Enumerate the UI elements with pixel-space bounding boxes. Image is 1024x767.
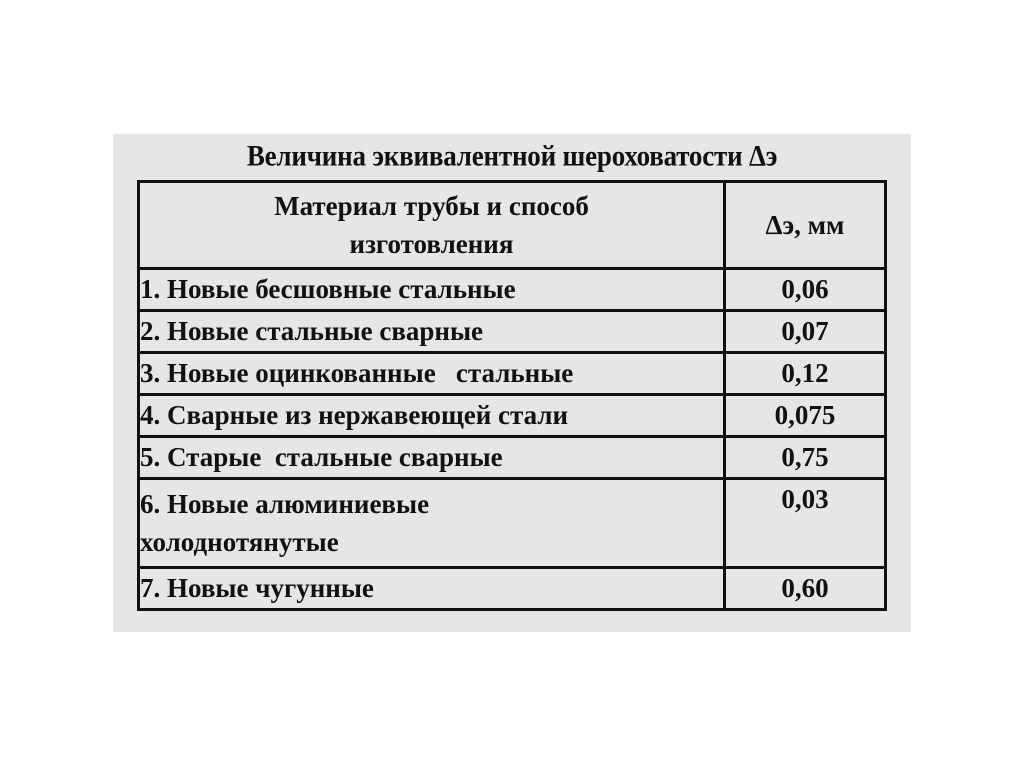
row-material: 4. Сварные из нержавеющей стали: [139, 395, 725, 437]
row-value: 0,60: [725, 568, 886, 610]
table-row: [139, 269, 886, 311]
roughness-table: [137, 180, 887, 611]
row-value: 0,75: [725, 437, 886, 479]
row-value: 0,12: [725, 353, 886, 395]
row-material: 2. Новые стальные сварные: [139, 311, 725, 353]
table-row: [139, 437, 886, 479]
header-value: Δэ, мм: [725, 182, 886, 269]
row-value: 0,03: [725, 479, 886, 568]
row-value: 0,075: [725, 395, 886, 437]
scanned-table-image: [113, 134, 911, 632]
table-row: [139, 568, 886, 610]
row-material: 7. Новые чугунные: [139, 568, 725, 610]
row-material: 5. Старые стальные сварные: [139, 437, 725, 479]
table-row: [139, 395, 886, 437]
row-value: 0,06: [725, 269, 886, 311]
table-row: [139, 479, 886, 568]
table-row: [139, 311, 886, 353]
table-header-row: [139, 182, 886, 269]
row-material: 6. Новые алюминиевые холоднотянутые: [139, 479, 725, 568]
table-row: [139, 353, 886, 395]
row-material: 3. Новые оцинкованные стальные: [139, 353, 725, 395]
table-caption: Величина эквивалентной шероховатости Δэ: [246, 139, 778, 173]
header-material: Материал трубы и способ изготовления: [139, 182, 725, 269]
row-material: 1. Новые бесшовные стальные: [139, 269, 725, 311]
row-value: 0,07: [725, 311, 886, 353]
